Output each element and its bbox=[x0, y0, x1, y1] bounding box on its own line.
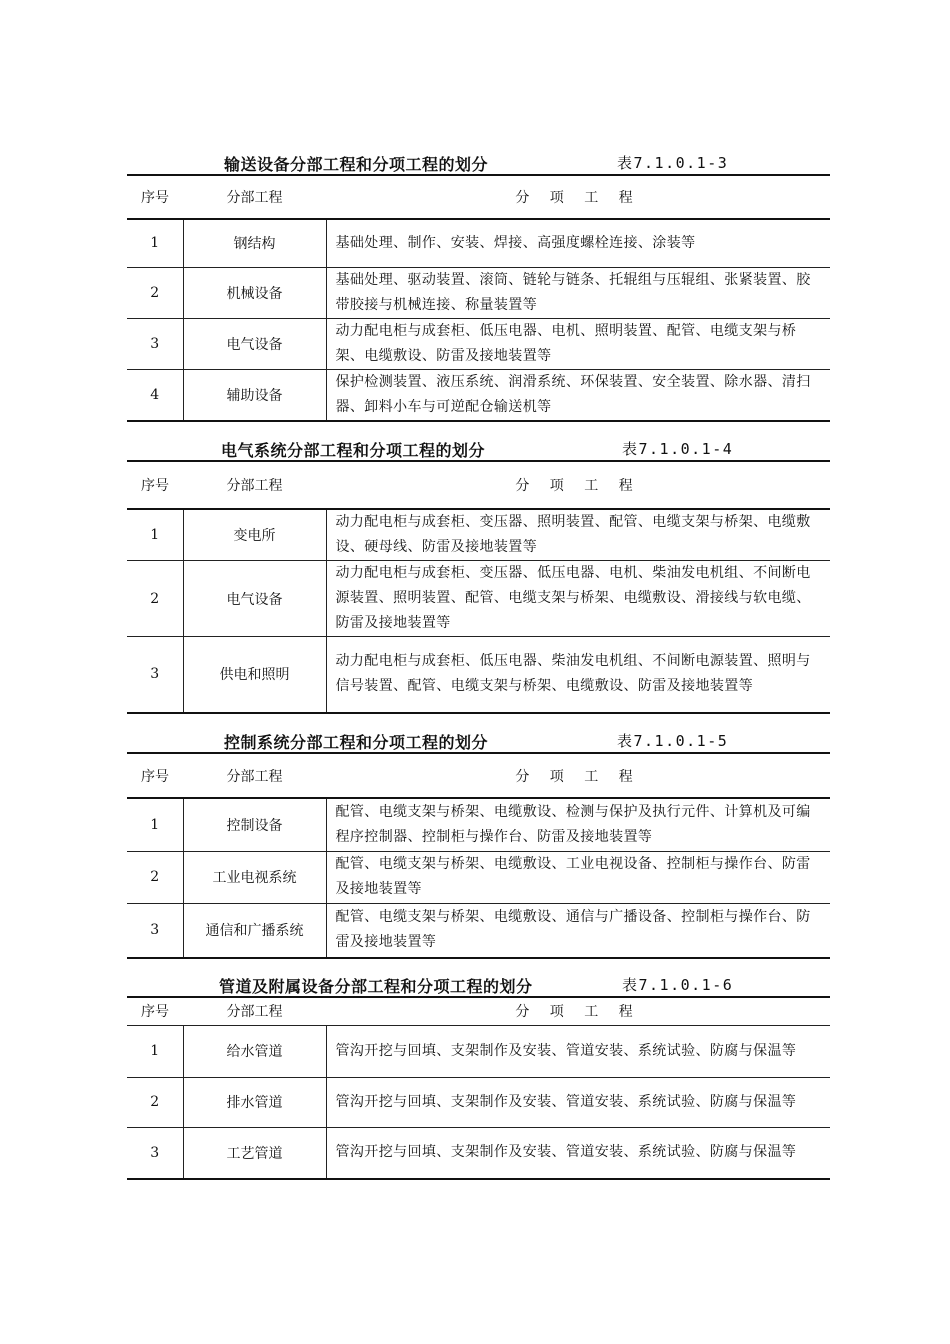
row-no: 1 bbox=[127, 1025, 183, 1077]
row-items: 基础处理、驱动装置、滚筒、链轮与链条、托辊组与压辊组、张紧装置、胶带胶接与机械连接、称量装置等 bbox=[326, 267, 830, 318]
section-title: 输送设备分部工程和分项工程的划分 bbox=[224, 155, 489, 174]
row-items: 动力配电柜与成套柜、变压器、照明装置、配管、电缆支架与桥架、电缆敷设、硬母线、防雷及接地装置等 bbox=[326, 509, 830, 561]
row-dept: 电气设备 bbox=[183, 318, 326, 369]
header-dept: 分部工程 bbox=[226, 1004, 283, 1021]
row-items: 保护检测装置、液压系统、润滑系统、环保装置、安全装置、除水器、清扫器、卸料小车与可逆配仓输送机等 bbox=[326, 369, 830, 421]
row-no: 2 bbox=[127, 1077, 183, 1127]
header-items: 分 项 工 程 bbox=[515, 1004, 641, 1021]
header-dept: 分部工程 bbox=[226, 478, 283, 494]
row-no: 2 bbox=[127, 267, 183, 318]
row-dept: 工业电视系统 bbox=[183, 851, 326, 903]
table-row bbox=[127, 798, 830, 851]
row-items: 配管、电缆支架与桥架、电缆敷设、检测与保护及执行元件、计算机及可编程序控制器、控制柜与操作台、防雷及接地装置等 bbox=[326, 798, 830, 851]
table-number: 表7.1.0.1-4 bbox=[622, 440, 734, 458]
row-dept: 供电和照明 bbox=[183, 637, 326, 713]
row-dept: 工艺管道 bbox=[183, 1127, 326, 1179]
table-row bbox=[127, 903, 830, 958]
row-no: 1 bbox=[127, 219, 183, 267]
row-items: 管沟开挖与回填、支架制作及安装、管道安装、系统试验、防腐与保温等 bbox=[326, 1025, 830, 1077]
row-no: 2 bbox=[127, 561, 183, 637]
section-title: 电气系统分部工程和分项工程的划分 bbox=[221, 441, 486, 460]
header-dept: 分部工程 bbox=[226, 768, 283, 785]
row-dept: 钢结构 bbox=[183, 219, 326, 267]
row-items: 动力配电柜与成套柜、低压电器、柴油发电机组、不间断电源装置、照明与信号装置、配管、电缆支架与桥架、电缆敷设、防雷及接地装置等 bbox=[326, 637, 830, 713]
row-items: 基础处理、制作、安装、焊接、高强度螺栓连接、涂装等 bbox=[326, 219, 830, 267]
table-row bbox=[127, 851, 830, 903]
table-row bbox=[127, 267, 830, 318]
table-number: 表7.1.0.1-3 bbox=[617, 154, 729, 172]
row-items: 管沟开挖与回填、支架制作及安装、管道安装、系统试验、防腐与保温等 bbox=[326, 1077, 830, 1127]
row-items: 动力配电柜与成套柜、低压电器、电机、照明装置、配管、电缆支架与桥架、电缆敷设、防雷及接地装置等 bbox=[326, 318, 830, 369]
row-no: 3 bbox=[127, 903, 183, 958]
table-row bbox=[127, 1025, 830, 1077]
division-table bbox=[127, 460, 830, 714]
row-no: 1 bbox=[127, 798, 183, 851]
row-dept: 排水管道 bbox=[183, 1077, 326, 1127]
row-dept: 给水管道 bbox=[183, 1025, 326, 1077]
row-dept: 电气设备 bbox=[183, 561, 326, 637]
table-row bbox=[127, 318, 830, 369]
table-row bbox=[127, 219, 830, 267]
table-number: 表7.1.0.1-6 bbox=[622, 976, 734, 994]
row-items: 动力配电柜与成套柜、变压器、低压电器、电机、柴油发电机组、不间断电源装置、照明装置、配管、电缆支架与桥架、电缆敷设、滑接线与软电缆、防雷及接地装置等 bbox=[326, 561, 830, 637]
section-conveyor bbox=[127, 152, 830, 422]
header-dept: 分部工程 bbox=[226, 190, 283, 206]
row-items: 配管、电缆支架与桥架、电缆敷设、通信与广播设备、控制柜与操作台、防雷及接地装置等 bbox=[326, 903, 830, 958]
section-title: 控制系统分部工程和分项工程的划分 bbox=[224, 733, 489, 752]
table-row bbox=[127, 1127, 830, 1179]
section-piping bbox=[127, 974, 830, 1180]
row-no: 3 bbox=[127, 637, 183, 713]
header-no: 序号 bbox=[141, 478, 169, 494]
header-items: 分 项 工 程 bbox=[515, 478, 641, 494]
row-items: 管沟开挖与回填、支架制作及安装、管道安装、系统试验、防腐与保温等 bbox=[326, 1127, 830, 1179]
row-no: 1 bbox=[127, 509, 183, 561]
row-dept: 机械设备 bbox=[183, 267, 326, 318]
row-no: 4 bbox=[127, 369, 183, 421]
row-dept: 控制设备 bbox=[183, 798, 326, 851]
row-items: 配管、电缆支架与桥架、电缆敷设、工业电视设备、控制柜与操作台、防雷及接地装置等 bbox=[326, 851, 830, 903]
header-items: 分 项 工 程 bbox=[515, 190, 641, 206]
row-dept: 变电所 bbox=[183, 509, 326, 561]
table-row bbox=[127, 561, 830, 637]
section-title: 管道及附属设备分部工程和分项工程的划分 bbox=[219, 977, 533, 996]
header-items: 分 项 工 程 bbox=[515, 768, 641, 785]
header-no: 序号 bbox=[141, 1004, 169, 1021]
table-row bbox=[127, 637, 830, 713]
table-row bbox=[127, 509, 830, 561]
division-table bbox=[127, 174, 830, 422]
row-dept: 通信和广播系统 bbox=[183, 903, 326, 958]
header-no: 序号 bbox=[141, 190, 169, 206]
division-table bbox=[127, 752, 830, 959]
table-row bbox=[127, 1077, 830, 1127]
header-no: 序号 bbox=[141, 768, 169, 785]
row-no: 3 bbox=[127, 1127, 183, 1179]
division-table bbox=[127, 996, 830, 1180]
section-control bbox=[127, 730, 830, 959]
table-row bbox=[127, 369, 830, 421]
table-number: 表7.1.0.1-5 bbox=[617, 732, 729, 750]
row-no: 2 bbox=[127, 851, 183, 903]
section-electrical bbox=[127, 438, 830, 714]
row-no: 3 bbox=[127, 318, 183, 369]
row-dept: 辅助设备 bbox=[183, 369, 326, 421]
